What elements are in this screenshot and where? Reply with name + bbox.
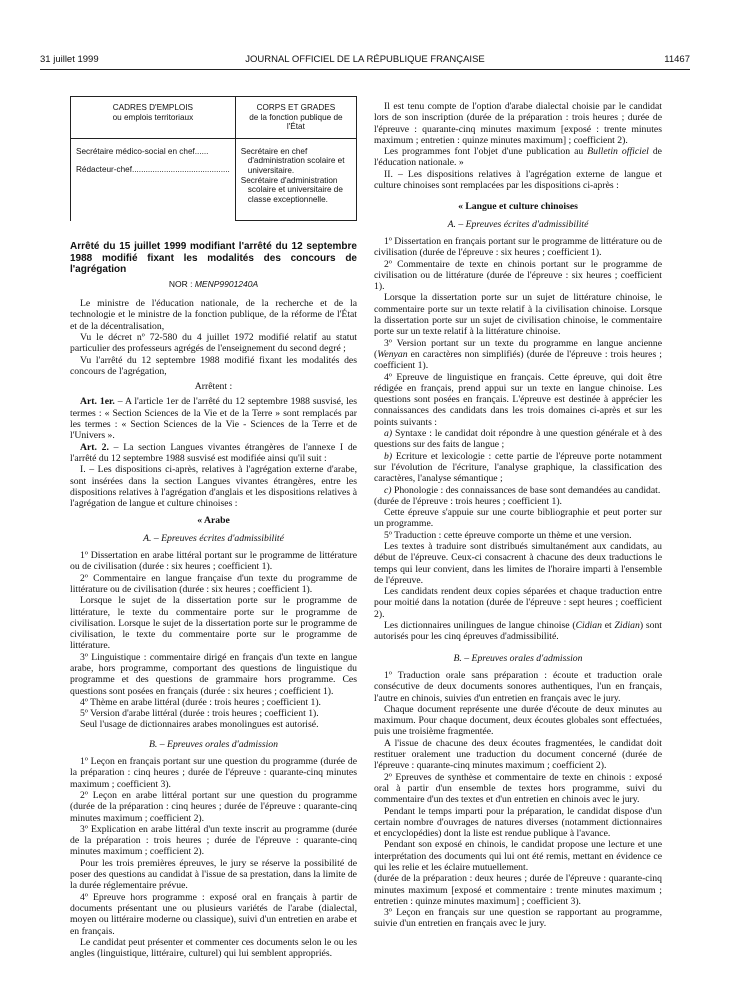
paragraph: Pendant son exposé en chinois, le candidat propose une lecture et une interprétation des documents qui lui ont été remis, mettant en évidence ce qui les relie et les éclaire mutuellement.: [374, 839, 662, 873]
subsection-heading: [70, 533, 357, 544]
paragraph: Les textes à traduire sont distribués simultanément aux candidats, au début de l'épreuve. Ceux-ci consacrent à chacune des deux traductions le temps qui leur convient, dans les limites de l'horaire imparti à l'ensemble de l'épreuve.: [374, 540, 662, 586]
subsection-title: A. – Epreuves écrites d'admissibilité: [447, 218, 589, 230]
paragraph: Pendant le temps imparti pour la préparation, le candidat dispose d'un certain nombre d'ouvrages de natures diverses (notamment dictionnaires et encyclopédies) dont la liste est rendue publique à l'avance.: [374, 805, 662, 840]
table-cell-text: Secrétaire en chef d'administration scolaire et universitaire.: [240, 146, 345, 175]
section-heading-arabe: « Arabe: [197, 515, 230, 527]
paragraph: Pour les trois premières épreuves, le jury se réserve la possibilité de poser des questions au candidat à l'issue de sa prestation, dans la limite de la durée réglementaire prévue.: [70, 857, 357, 892]
text: 3º Version portant sur un texte du programme en langue ancienne (: [374, 337, 662, 360]
term: Cidian: [575, 620, 602, 632]
left-column: [70, 96, 357, 959]
text: Phonologie : des connaissances de base sont demandées au candidat.: [391, 484, 661, 496]
item-marker: c): [384, 484, 392, 496]
header-rule: [40, 69, 690, 70]
table-cell-text: Rédacteur-chef...........................................: [76, 165, 230, 175]
article-1: [70, 396, 357, 441]
article-text: – La section Langues vivantes étrangères de l'annexe I de l'arrêté du 12 septembre 1988 susvisé est modifiée ainsi qu'il suit :: [70, 441, 357, 464]
paragraph: [374, 620, 662, 643]
paragraph: 1º Dissertation en français portant sur le programme de littérature ou de civilisation (durée de l'épreuve : six heures ; coefficient 1).: [374, 235, 662, 259]
paragraph: Il est tenu compte de l'option d'arabe dialectal choisie par le candidat lors de son inscription (durée de la préparation : trois heures ; durée de l'épreuve : quarante-cinq minutes maximum [exposé : trente minutes maximum ; entretien : quinze minutes maximum] ; coefficient 2).: [374, 101, 662, 146]
text: Syntaxe : le candidat doit répondre à une question générale et à des questions sur des faits de langue ;: [374, 428, 662, 451]
header-page-number: 11467: [664, 54, 690, 65]
table-cell: [235, 138, 356, 221]
table-header-cell: [71, 97, 236, 139]
paragraph: 1º Dissertation en arabe littéral portant sur le programme de littérature ou de civilisation (durée : six heures ; coefficient 1).: [70, 550, 357, 573]
text: Les programmes font l'objet d'une publication au: [384, 146, 588, 158]
paragraph: 3º Explication en arabe littéral d'un texte inscrit au programme (durée de la préparation : trois heures ; durée de l'épreuve : quarante-cinq minutes maximum ; coefficient 2).: [70, 823, 357, 858]
text: et: [601, 620, 615, 632]
nor-reference: [70, 279, 357, 290]
paragraph: [374, 485, 662, 496]
paragraph: [374, 338, 662, 372]
paragraph: 4º Epreuve hors programme : exposé oral en français à partir de documents présentant une ou plusieurs variétés de l'arabe (dialectal, moyen ou littéraire moderne ou classique), suivi d'un entretien en arabe et en français.: [70, 891, 357, 937]
table-header-subtext: de la fonction publique de l'État: [249, 112, 343, 132]
table-header-subtext: ou emplois territoriaux: [112, 112, 194, 122]
decree-title: Arrêté du 15 juillet 1999 modifiant l'arrêté du 12 septembre 1988 modifié fixant les modalités des concours de l'agrégation: [70, 241, 357, 276]
publication-name: Bulletin officiel: [587, 146, 649, 158]
paragraph: Le candidat peut présenter et commenter ces documents selon le ou les angles (linguistique, littéraire, culturel) qui lui semblent appropriés.: [70, 936, 357, 960]
paragraph: 4º Thème en arabe littéral (durée : trois heures ; coefficient 1).: [80, 696, 321, 708]
paragraph: Cette épreuve s'appuie sur une courte bibliographie et peut porter sur un programme.: [374, 507, 662, 530]
subsection-heading: [70, 739, 357, 750]
term: Wenyan: [377, 348, 408, 360]
nor-label: NOR :: [168, 278, 193, 289]
paragraph: Chaque document représente une durée d'écoute de deux minutes au maximum. Pour chaque document, deux écoutes globales sont effectuées, puis une troisième fragmentée.: [374, 703, 662, 738]
text: Les dictionnaires unilingues de langue chinoise (: [384, 620, 576, 632]
paragraph: 3º Linguistique : commentaire dirigé en français d'un texte en langue arabe, hors programme, comportant des questions de linguistique du programme et des questions de grammaire hors programme. Ces questions sont posées en français (durée : six heures ; coefficient 1).: [70, 651, 357, 697]
text: en caractères non simplifiés) (durée de l'épreuve : trois heures ; coefficient 1).: [374, 348, 662, 372]
page-header: [40, 54, 690, 66]
article-label: Art. 1er.: [80, 396, 115, 408]
paragraph: Seul l'usage de dictionnaires arabes monolingues est autorisé.: [80, 719, 319, 731]
right-column: [374, 101, 662, 930]
paragraph: Le ministre de l'éducation nationale, de la recherche et de la technologie et le ministre de la fonction publique, de la réforme de l'État et de la décentralisation,: [70, 298, 357, 332]
article-label: Art. 2.: [80, 441, 109, 453]
item-marker: a): [384, 428, 393, 440]
paragraph: II. – Les dispositions relatives à l'agrégation externe de langue et culture chinoises sont remplacées par les dispositions ci-après :: [374, 168, 662, 192]
text: de l'éducation nationale. »: [374, 146, 662, 169]
item-marker: b): [384, 450, 393, 462]
paragraph: [374, 428, 662, 451]
paragraph: 5º Traduction : cette épreuve comporte un thème et une version.: [384, 529, 632, 541]
table-cell: [71, 138, 236, 221]
paragraph: 2º Epreuves de synthèse et commentaire de texte en chinois : exposé oral à partir d'un ensemble de textes hors programme, suivi du commentaire d'un des textes et d'un entretien en chinois avec le jury.: [374, 771, 662, 806]
subsection-heading: [374, 219, 662, 230]
paragraph: (durée de l'épreuve : trois heures ; coefficient 1).: [374, 495, 562, 507]
arretent-heading: Arrêtent :: [194, 381, 233, 393]
nor-code: MENP9901240A: [194, 278, 259, 289]
correspondence-table: [70, 96, 357, 221]
paragraph: Vu le décret nº 72-580 du 4 juillet 1972 modifié relatif au statut particulier des professeurs agrégés de l'enseignement du second degré ;: [70, 331, 357, 355]
article-2: [70, 442, 357, 465]
paragraph: 1º Leçon en français portant sur une question du programme (durée de la préparation : cinq heures ; durée de l'épreuve : quarante-cinq minutes maximum ; coefficient 3).: [70, 756, 357, 790]
table-cell-text: Secrétaire médico-social en chef......: [76, 146, 209, 156]
paragraph: (durée de la préparation : deux heures ; durée de l'épreuve : quarante-cinq minutes maximum [exposé et commentaire : trente minutes maximum ; entretien : quinze minutes maximum] ; coefficient 3).: [374, 873, 662, 907]
subsection-heading: [374, 653, 662, 664]
table-header-text: CORPS ET GRADES: [256, 103, 336, 112]
section-heading-chinois: « Langue et culture chinoises: [458, 201, 578, 213]
paragraph: 2º Leçon en arabe littéral portant sur une question du programme (durée de la préparation : cinq heures ; durée de l'épreuve : quarante-cinq minutes maximum ; coefficient 2).: [70, 789, 357, 824]
subsection-title: A. – Epreuves écrites d'admissibilité: [143, 532, 284, 544]
table-cell-text: Secrétaire d'administration scolaire et universitaire de classe exceptionnelle.: [240, 175, 343, 204]
paragraph: 5º Version d'arabe littéral (durée : trois heures ; coefficient 1).: [80, 708, 319, 720]
table-header-text: CADRES D'EMPLOIS: [112, 103, 194, 112]
paragraph: I. – Les dispositions ci-après, relatives à l'agrégation externe d'arabe, sont insérées dans la section Langues vivantes étrangères, entre les dispositions relatives à l'agrégation d'anglais et les dispositions relatives à l'agrégation de langue et culture chinoises :: [70, 464, 357, 510]
paragraph: 2º Commentaire en langue française d'un texte du programme de littérature ou de civilisation (durée : six heures ; coefficient 1).: [70, 572, 357, 595]
term: Zidian: [614, 620, 640, 632]
paragraph: Lorsque le sujet de la dissertation porte sur le programme de littérature, le texte du commentaire porte sur le programme de civilisation. Lorsque le sujet de la dissertation porte sur le programme de civilisation, le texte du commentaire porte sur le programme de littérature.: [70, 595, 357, 652]
paragraph: Les candidats rendent deux copies séparées et chaque traduction entre pour moitié dans la notation (durée de l'épreuve : sept heures ; coefficient 2).: [374, 586, 662, 620]
paragraph: [374, 451, 662, 485]
paragraph: A l'issue de chacune des deux écoutes fragmentées, le candidat doit restituer oralement une traduction du document concerné (durée de l'épreuve : quarante-cinq minutes maximum ; coefficient 2).: [374, 737, 662, 772]
text: ) sont autorisés pour les cinq épreuves d'admissibilité.: [374, 620, 662, 643]
subsection-title: B. – Epreuves orales d'admission: [149, 738, 278, 750]
paragraph: [374, 146, 662, 169]
header-journal-title: JOURNAL OFFICIEL DE LA RÉPUBLIQUE FRANÇAISE: [245, 54, 485, 65]
header-date: 31 juillet 1999: [40, 54, 99, 65]
paragraph: 3º Leçon en français sur une question se rapportant au programme, suivie d'un entretien en français avec le jury.: [374, 907, 662, 930]
article-text: – A l'article 1er de l'arrêté du 12 septembre 1988 susvisé, les termes : « Section Sciences de la Vie et de la Terre » sont remplacés par les termes : « Section Sciences de la Vie - Sciences de la Terre et de l'Univers ».: [70, 396, 357, 442]
table-header-cell: [235, 97, 356, 139]
paragraph: 1º Traduction orale sans préparation : écoute et traduction orale consécutive de deux documents sonores authentiques, l'un en français, l'autre en chinois, suivies d'un entretien en français avec le jury.: [374, 669, 662, 704]
subsection-title: B. – Epreuves orales d'admission: [453, 652, 583, 664]
paragraph: Lorsque la dissertation porte sur un sujet de littérature chinoise, le commentaire porte sur un texte relatif à la civilisation chinoise. Lorsque la dissertation porte sur un sujet de civilisation chinoise, le commentaire porte sur un texte relatif à la littérature chinoise.: [374, 292, 662, 338]
paragraph: 2º Commentaire de texte en chinois portant sur le programme de civilisation ou de littérature (durée de l'épreuve : six heures ; coefficient 1).: [374, 258, 662, 293]
paragraph: Vu l'arrêté du 12 septembre 1988 modifié fixant les modalités des concours de l'agrégation,: [70, 354, 357, 377]
text: Ecriture et lexicologie : cette partie de l'épreuve porte notamment sur l'évolution de l'écriture, l'analyse graphique, la classification des caractères, l'analyse sémantique ;: [374, 450, 662, 485]
paragraph: 4º Epreuve de linguistique en français. Cette épreuve, qui doit être rédigée en français, prend appui sur un texte en langue chinoise. Les questions sont posées en français. L'épreuve est destinée à apprécier les connaissances des candidats dans les trois domaines ci-après et sur les points suivants :: [374, 371, 662, 428]
